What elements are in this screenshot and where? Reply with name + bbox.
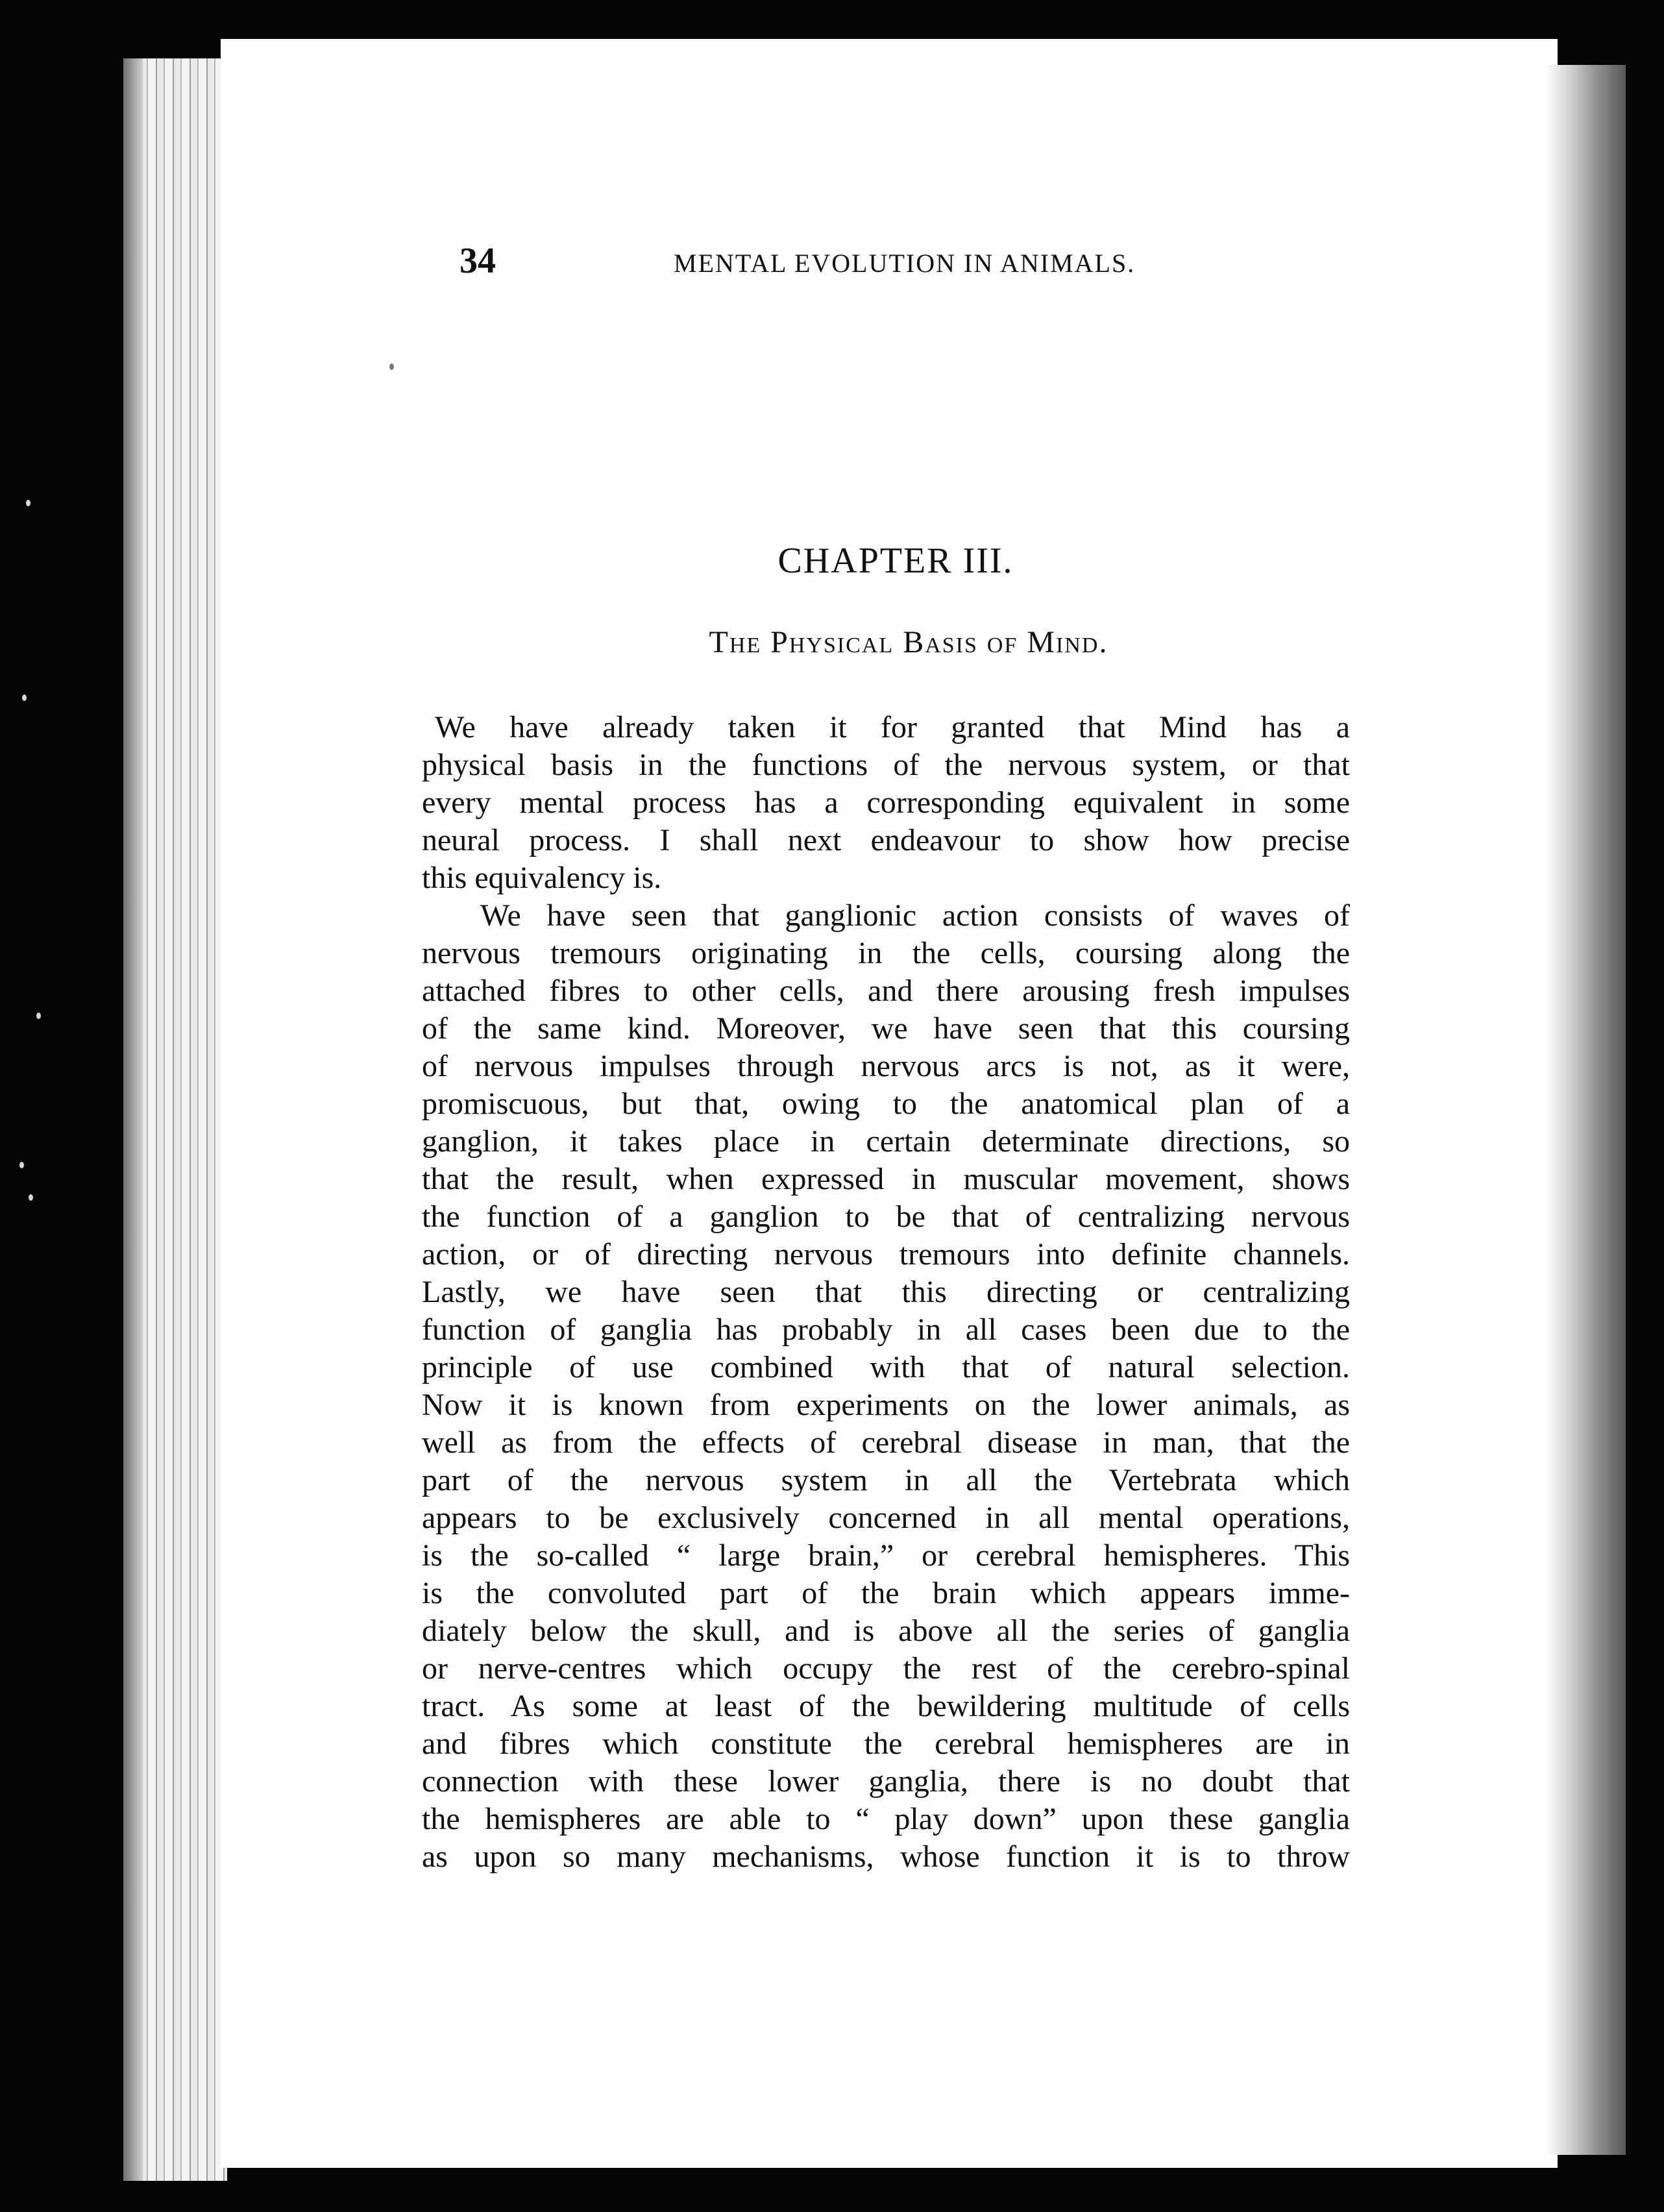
text-line: the function of a ganglion to be that of centralizing nervous	[422, 1199, 1350, 1234]
chapter-heading: CHAPTER III.	[777, 541, 1014, 581]
text-line: We have seen that ganglionic action consists of waves of	[480, 898, 1350, 933]
text-line: tract. As some at least of the bewildering multitude of cells	[422, 1689, 1350, 1723]
text-line: Now it is known from experiments on the lower animals, as	[422, 1388, 1350, 1422]
text-line: every mental process has a corresponding equivalent in some	[422, 785, 1350, 820]
running-title: MENTAL EVOLUTION IN ANIMALS.	[674, 249, 1136, 278]
text-line: of nervous impulses through nervous arcs is not, as it were,	[422, 1049, 1350, 1083]
text-line: that the result, when expressed in muscular movement, shows	[422, 1162, 1350, 1196]
page-stack-edges	[123, 58, 227, 2181]
text-line: function of ganglia has probably in all cases been due to the	[422, 1312, 1350, 1347]
running-head	[459, 240, 1173, 286]
body-text	[422, 709, 1350, 1876]
text-line: physical basis in the functions of the nervous system, or that	[422, 748, 1350, 782]
text-line: connection with these lower ganglia, there is no doubt that	[422, 1764, 1350, 1799]
text-line: is the so-called “ large brain,” or cerebral hemispheres. This	[422, 1538, 1350, 1573]
text-line: or nerve-centres which occupy the rest of the cerebro-spinal	[422, 1651, 1350, 1686]
text-line: is the convoluted part of the brain which appears imme-	[422, 1576, 1350, 1610]
text-line: the hemispheres are able to “ play down” upon these ganglia	[422, 1802, 1350, 1836]
text-line: part of the nervous system in all the Vertebrata which	[422, 1463, 1350, 1497]
text-line: nervous tremours originating in the cells, coursing along the	[422, 936, 1350, 970]
text-line: diately below the skull, and is above all the series of ganglia	[422, 1614, 1350, 1648]
text-line: principle of use combined with that of natural selection.	[422, 1350, 1350, 1384]
text-line: appears to be exclusively concerned in all mental operations,	[422, 1501, 1350, 1535]
text-line: this equivalency is.	[422, 861, 662, 895]
text-line: neural process. I shall next endeavour to show how precise	[422, 823, 1350, 857]
page-gutter-shadow	[1548, 65, 1626, 2155]
text-line: of the same kind. Moreover, we have seen that this coursing	[422, 1011, 1350, 1046]
text-line: attached fibres to other cells, and there arousing fresh impulses	[422, 974, 1350, 1008]
text-line: and fibres which constitute the cerebral hemispheres are in	[422, 1727, 1350, 1761]
text-line: well as from the effects of cerebral disease in man, that the	[422, 1425, 1350, 1460]
text-line: Lastly, we have seen that this directing or centralizing	[422, 1275, 1350, 1309]
page-number: 34	[459, 241, 496, 281]
text-line: ganglion, it takes place in certain determinate directions, so	[422, 1124, 1350, 1159]
chapter-title: The Physical Basis of Mind.	[709, 625, 1108, 659]
text-line: action, or of directing nervous tremours into definite channels.	[422, 1237, 1350, 1272]
text-line: promiscuous, but that, owing to the anatomical plan of a	[422, 1087, 1350, 1121]
text-line: as upon so many mechanisms, whose function it is to throw	[422, 1839, 1350, 1874]
text-line: We have already taken it for granted that Mind has a	[435, 710, 1350, 744]
